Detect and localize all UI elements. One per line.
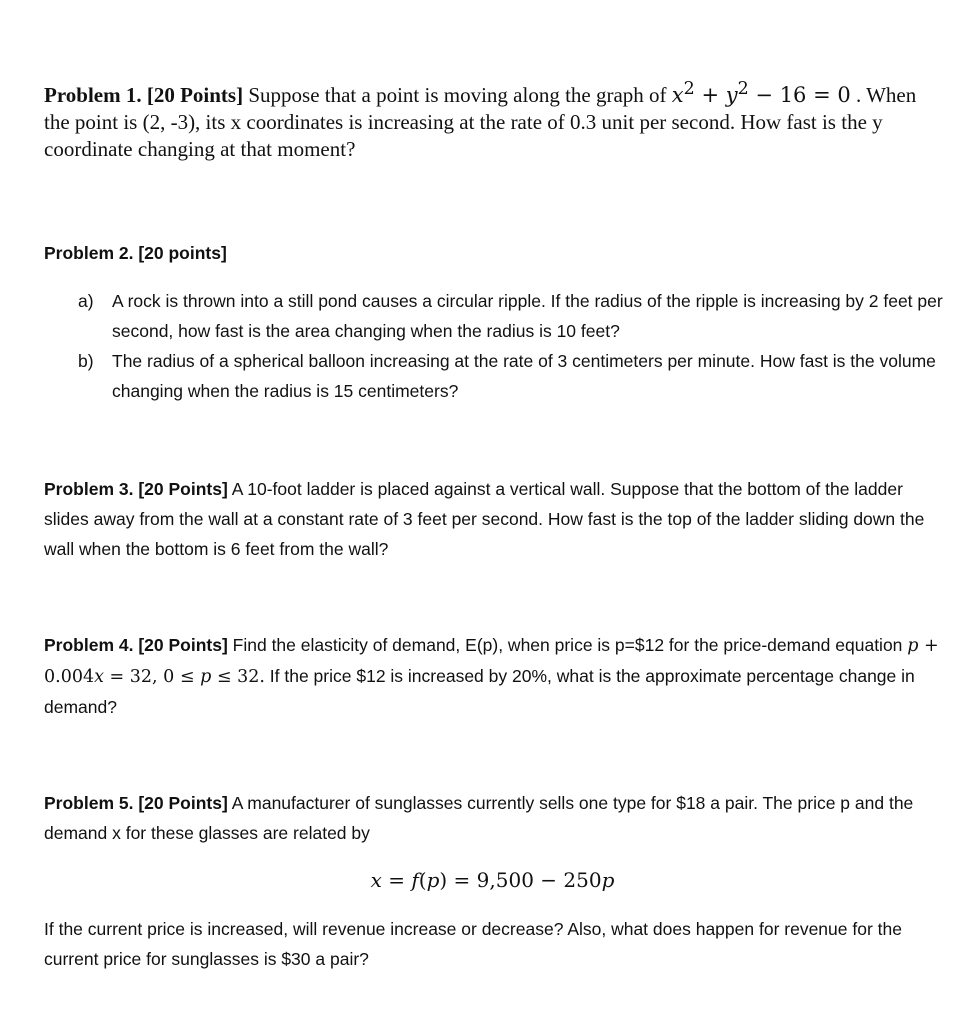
eq-x-exponent: 2 [683,79,695,99]
eq-mid-3: ≤ 32. [211,667,265,687]
problem-4-text-before: Find the elasticity of demand, E(p), when price is p=$12 for the price-demand equation [227,635,908,655]
problem-3-text: A 10-foot ladder is placed against a vertical wall. Suppose that the bottom of the ladder slides away from the wall at a constant rate of 3 feet per second. How fast is the top of the ladder sliding down the wall when the bottom is 6 feet from the wall? [44,479,925,559]
problem-5-followup-text: If the current price is increased, will revenue increase or decrease? Also, what does happen for revenue for the current price for sunglasses is $30 a pair? [44,919,902,969]
problem-3-label: Problem 3. [20 Points] [44,479,228,499]
list-item-text: A rock is thrown into a still pond causes a circular ripple. If the radius of the ripple is increasing by 2 feet per second, how fast is the area changing when the radius is 10 feet? [112,291,943,341]
problem-2-list [78,286,953,406]
problem-1-label: Problem 1. [20 Points] [44,83,244,107]
eq-p: p [426,868,440,892]
problem-4 [44,630,949,722]
eq-p-bound: p [200,667,212,687]
problem-5-label: Problem 5. [20 Points] [44,793,228,813]
list-item-text: The radius of a spherical balloon increasing at the rate of 3 centimeters per minute. How fast is the volume changing when the radius is 15 centimeters? [112,351,936,401]
eq-x-var: x [671,83,684,107]
eq-p-end: p [601,868,615,892]
eq-y-var: y [725,83,738,107]
list-item [78,286,953,346]
problem-5-text: A manufacturer of sunglasses currently sells one type for $18 a pair. The price p and the demand x for these glasses are related by [44,793,914,843]
list-item-marker: b) [78,351,94,371]
problem-3 [44,474,949,564]
eq-f: f [411,868,419,892]
problem-1-text-after: . When the point is (2, -3), its x coordinates is increasing at the rate of 0.3 unit per second. How fast is the y coordinate changing at that moment? [44,83,917,161]
eq-mid-1: + 0.004 [44,636,939,687]
list-item [78,346,953,406]
eq-equals-1: = [381,868,412,892]
list-item-marker: a) [78,291,94,311]
eq-mid-2: = 32, 0 ≤ [103,667,201,687]
eq-x: x [370,868,382,892]
eq-x: x [94,667,104,687]
problem-1-text-before: Suppose that a point is moving along the graph of [243,83,672,107]
problem-1-equation [671,79,851,107]
problem-1 [44,76,944,163]
eq-close-paren: ) [439,868,448,892]
problem-5-followup [44,914,949,974]
eq-p: p [907,636,919,656]
problem-4-text-after: If the price $12 is increased by 20%, what is the approximate percentage change in demand? [44,666,915,717]
problem-5-equation [0,866,970,894]
eq-plus: + [694,83,726,107]
eq-rest: − 16 = 0 [748,83,851,107]
eq-equals-2: = 9,500 − 250 [447,868,602,892]
eq-open-paren: ( [418,868,427,892]
problem-5 [44,788,949,848]
problem-2-label: Problem 2. [20 points] [44,243,227,263]
problem-4-label: Problem 4. [20 Points] [44,635,228,655]
eq-y-exponent: 2 [737,79,749,99]
problem-2-heading [44,238,949,268]
